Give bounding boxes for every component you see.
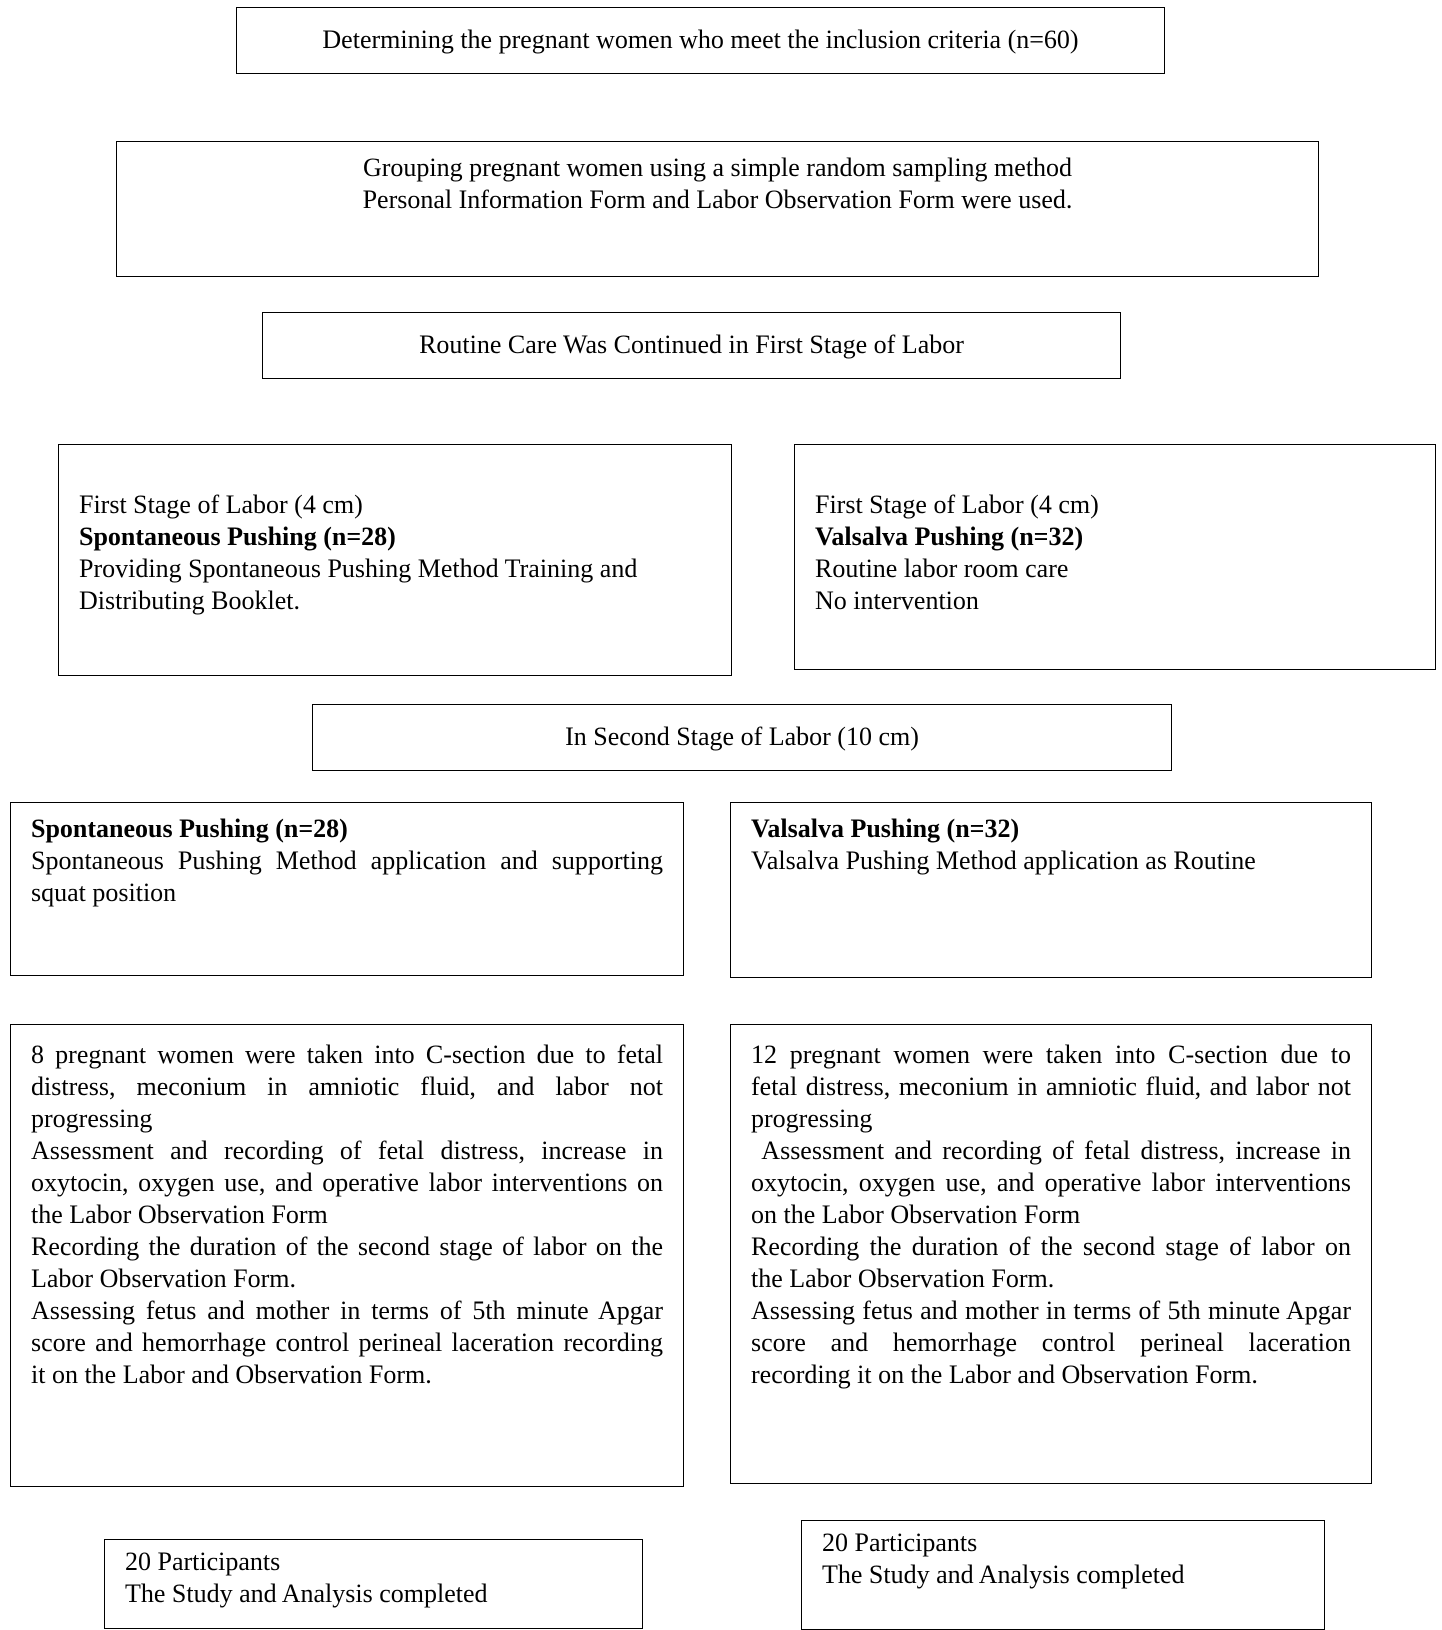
outcome-left-csection: 8 pregnant women were taken into C-section due to fetal distress, meconium in amniotic fluid, and labor not progressing bbox=[31, 1040, 663, 1133]
first-stage-right-label: First Stage of Labor (4 cm) bbox=[815, 490, 1099, 519]
outcome-left-assessment: Assessment and recording of fetal distress, increase in oxytocin, oxygen use, and operative labor interventions on the Labor Observation Form bbox=[31, 1136, 663, 1229]
final-right-participants: 20 Participants bbox=[822, 1528, 978, 1557]
first-stage-left-label: First Stage of Labor (4 cm) bbox=[79, 490, 363, 519]
grouping-line-2: Personal Information Form and Labor Observation Form were used. bbox=[362, 185, 1073, 214]
final-right-completed: The Study and Analysis completed bbox=[822, 1560, 1185, 1589]
second-stage-left-title: Spontaneous Pushing (n=28) bbox=[31, 814, 348, 843]
outcome-valsalva-box bbox=[730, 1024, 1372, 1484]
second-stage-valsalva-box bbox=[730, 802, 1372, 978]
outcome-right-assessment: Assessment and recording of fetal distress, increase in oxytocin, oxygen use, and operative labor interventions on the Labor Observation Form bbox=[751, 1136, 1358, 1229]
final-valsalva-box bbox=[801, 1520, 1325, 1630]
outcome-right-duration: Recording the duration of the second stage of labor on the Labor Observation Form. bbox=[751, 1232, 1351, 1293]
inclusion-criteria-box bbox=[236, 7, 1165, 74]
second-stage-right-title: Valsalva Pushing (n=32) bbox=[751, 814, 1020, 843]
grouping-line-1: Grouping pregnant women using a simple random sampling method bbox=[362, 153, 1073, 182]
final-spontaneous-box bbox=[104, 1539, 643, 1629]
outcome-right-csection: 12 pregnant women were taken into C-section due to fetal distress, meconium in amniotic fluid, and labor not progressing bbox=[751, 1040, 1351, 1133]
outcome-left-duration: Recording the duration of the second stage of labor on the Labor Observation Form. bbox=[31, 1232, 663, 1293]
second-stage-spontaneous-box bbox=[10, 802, 684, 976]
second-stage-text: In Second Stage of Labor (10 cm) bbox=[565, 722, 919, 751]
outcome-left-apgar: Assessing fetus and mother in terms of 5th minute Apgar score and hemorrhage control perineal laceration recording it on the Labor and Observation Form. bbox=[31, 1296, 663, 1389]
first-stage-right-line-3: Routine labor room care bbox=[815, 554, 1069, 583]
first-stage-left-body: Providing Spontaneous Pushing Method Training and Distributing Booklet. bbox=[79, 554, 638, 615]
second-stage-right-body: Valsalva Pushing Method application as Routine bbox=[751, 846, 1256, 875]
outcome-spontaneous-box bbox=[10, 1024, 684, 1487]
final-left-completed: The Study and Analysis completed bbox=[125, 1579, 488, 1608]
final-left-participants: 20 Participants bbox=[125, 1547, 281, 1576]
first-stage-right-line-4: No intervention bbox=[815, 586, 979, 615]
second-stage-left-body: Spontaneous Pushing Method application and supporting squat position bbox=[31, 846, 663, 907]
first-stage-spontaneous-box bbox=[58, 444, 732, 676]
routine-care-text: Routine Care Was Continued in First Stage of Labor bbox=[419, 330, 964, 359]
second-stage-box bbox=[312, 704, 1172, 771]
routine-care-box bbox=[262, 312, 1121, 379]
outcome-right-apgar: Assessing fetus and mother in terms of 5th minute Apgar score and hemorrhage control perineal laceration recording it on the Labor and Observation Form. bbox=[751, 1296, 1351, 1389]
first-stage-valsalva-box bbox=[794, 444, 1436, 670]
first-stage-left-title: Spontaneous Pushing (n=28) bbox=[79, 522, 396, 551]
inclusion-criteria-text: Determining the pregnant women who meet the inclusion criteria (n=60) bbox=[322, 25, 1079, 54]
first-stage-right-title: Valsalva Pushing (n=32) bbox=[815, 522, 1084, 551]
grouping-box bbox=[116, 141, 1319, 277]
